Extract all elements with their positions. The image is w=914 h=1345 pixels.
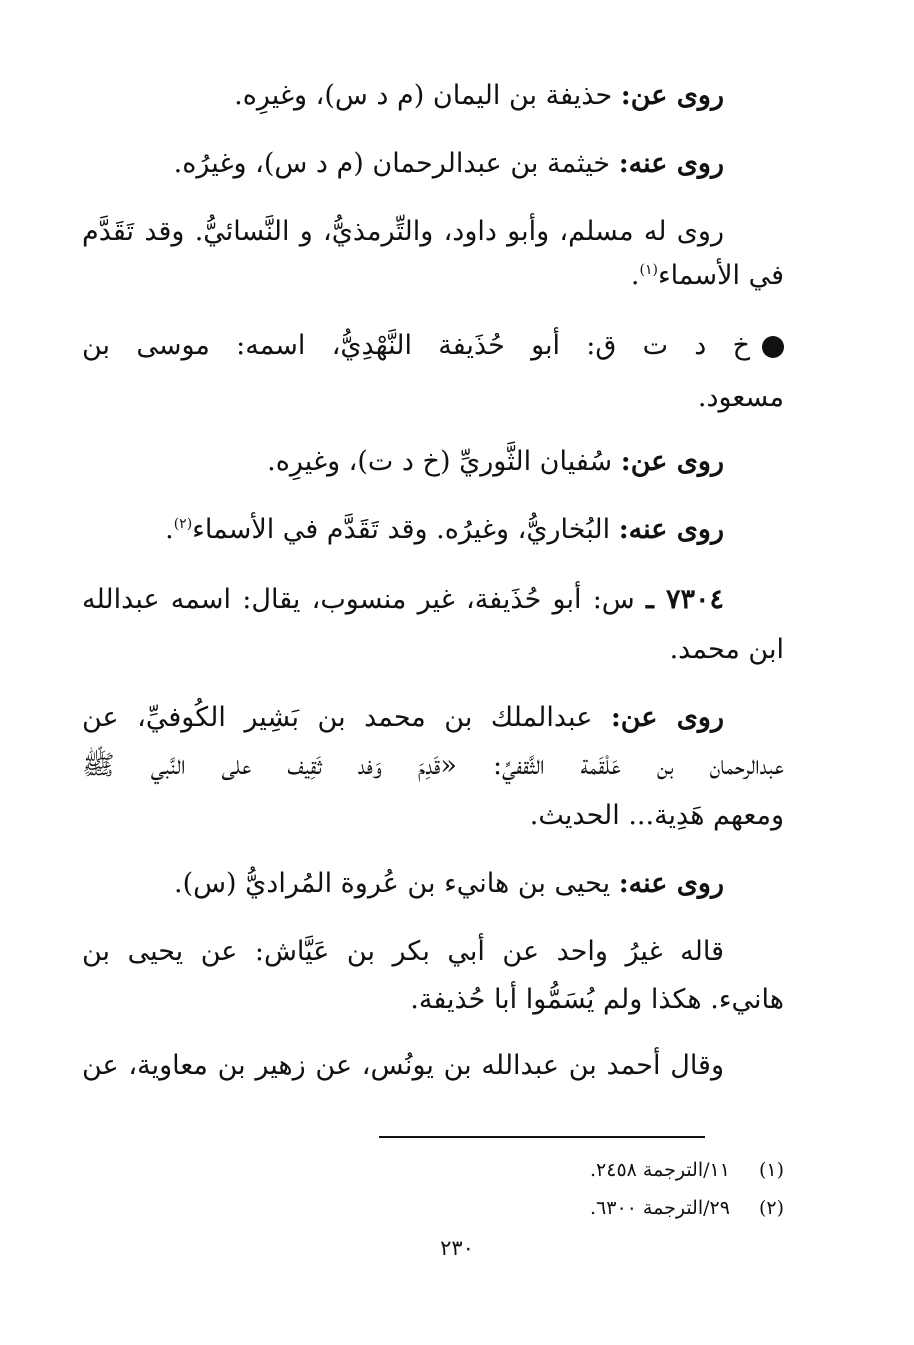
narrated-from-line (82, 76, 784, 116)
narrated-by-label: روى عنه: (618, 868, 724, 899)
narrated-by-label: روى عنه: (618, 514, 724, 545)
narrated-from-text: سُفيان الثَّوريِّ (خ د ت)، وغيرِه. (267, 446, 613, 477)
narrated-from-line: عبدالرحمان بن عَلْقَمة الثَّقفيِّ: «قَدِمَ وَفد ثَقِيف على النَّبي ﷺ (82, 750, 784, 781)
footnote-number: (١) (758, 1159, 784, 1181)
commentary-line: قاله غيرُ واحد عن أبي بكر بن عَيَّاش: عن يحيى بن (82, 936, 724, 967)
narrated-from-line (82, 698, 784, 738)
book-page (82, 0, 784, 1345)
footnote-ref: (٢) (173, 516, 193, 532)
narrated-from-text: عبدالملك بن محمد بن بَشِير الكُوفيِّ، عن (82, 702, 593, 733)
narrated-from-line (82, 442, 784, 482)
commentary-line: وقال أحمد بن عبدالله بن يونُس، عن زهير بن معاوية، عن (82, 1050, 724, 1081)
footnote-text: ١١/الترجمة ٢٤٥٨. (590, 1159, 730, 1181)
footnote-number: (٢) (758, 1197, 784, 1219)
narrated-by-line (82, 144, 784, 184)
narrated-by-text: البُخاريُّ، وغيرُه. وقد تَقَدَّم في الأسماء (192, 514, 611, 545)
entry-number: ٧٣٠٤ ـ (646, 584, 724, 615)
entry-header (82, 326, 784, 366)
page-number: ٢٣٠ (440, 1236, 474, 1260)
narrated-by-text: يحيى بن هانيء بن عُروة المُراديُّ (س). (173, 868, 611, 899)
narrated-from-label: روى عن: (620, 446, 724, 477)
bullet-icon (762, 336, 784, 358)
note-line: في الأسماء$^{(١)}$. (630, 260, 784, 291)
entry-header: مسعود. (697, 382, 784, 413)
footnote-ref: (١) (639, 262, 658, 278)
footnote-divider (379, 1136, 705, 1138)
commentary-line: هانيء. هكذا ولم يُسَمُّوا أبا حُذيفة. (410, 984, 784, 1015)
entry-header-text: س: أبو حُذَيفة، غير منسوب، يقال: اسمه عبدالله (82, 584, 635, 615)
footnote (0, 1156, 784, 1184)
entry-header-text: خ د ت ق: أبو حُذَيفة النَّهْدِيُّ، اسمه: موسى بن (82, 330, 750, 361)
footnote-text: ٢٩/الترجمة ٦٣٠٠. (590, 1197, 730, 1219)
entry-header (82, 580, 784, 620)
note-text: في الأسماء (657, 260, 784, 291)
narrated-by-line (82, 864, 784, 904)
narrated-from-label: روى عن: (620, 80, 724, 111)
narrated-from-label: روى عن: (610, 702, 724, 733)
narrated-by-text: خيثمة بن عبدالرحمان (م د س)، وغيرُه. (173, 148, 611, 179)
entry-header: ابن محمد. (669, 634, 784, 665)
note-line: روى له مسلم، وأبو داود، والتِّرمذيُّ، و النَّسائيُّ. وقد تَقَدَّم (82, 216, 724, 247)
narrated-by-line: روى عنه: البُخاريُّ، وغيرُه. وقد تَقَدَّم في الأسماء$^{(٢)}$. (165, 514, 724, 545)
narrated-from-line: ومعهم هَدِية... الحديث. (529, 800, 784, 831)
narrated-by-label: روى عنه: (618, 148, 724, 179)
narrated-from-text: حذيفة بن اليمان (م د س)، وغيرِه. (234, 80, 613, 111)
footnote (0, 1194, 784, 1222)
